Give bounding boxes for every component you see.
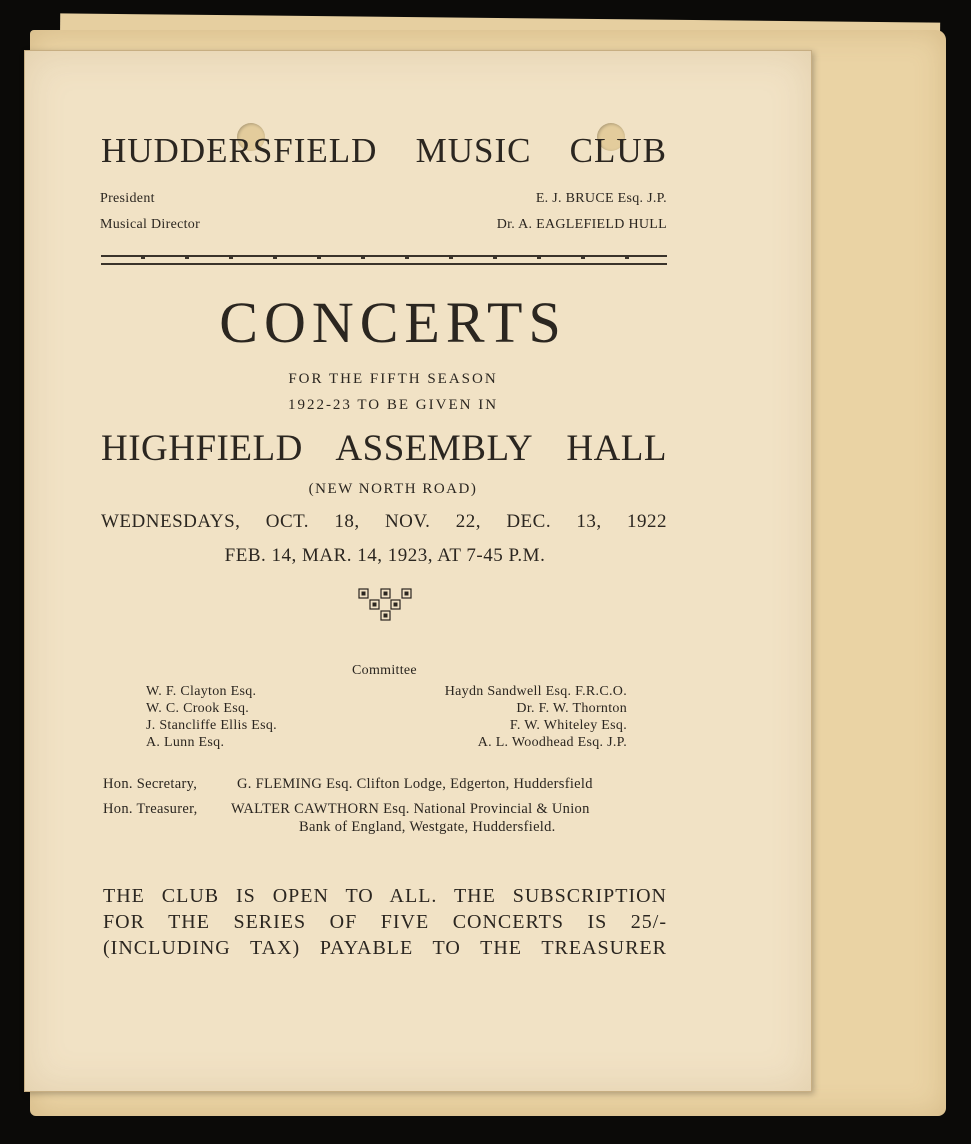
season-line-2: 1922-23 TO BE GIVEN IN bbox=[287, 397, 499, 413]
committee-member: Haydn Sandwell Esq. F.R.C.O. bbox=[444, 684, 627, 699]
president-label: President bbox=[100, 191, 155, 206]
hon-treasurer-text-2: Bank of England, Westgate, Huddersfield. bbox=[299, 819, 556, 835]
hon-secretary-text: G. FLEMING Esq. Clifton Lodge, Edgerton, Huddersfield bbox=[237, 776, 593, 792]
decorative-rule-dashes bbox=[101, 257, 667, 259]
committee-right-column bbox=[445, 683, 627, 751]
ornament-icon bbox=[357, 587, 413, 623]
president-name: E. J. BRUCE Esq. J.P. bbox=[535, 191, 667, 206]
committee-member: W. F. Clayton Esq. bbox=[146, 684, 257, 699]
musical-director-label: Musical Director bbox=[100, 217, 201, 232]
dates-line-2: FEB. 14, MAR. 14, 1923, AT 7-45 P.M. bbox=[224, 545, 546, 566]
season-line-1: FOR THE FIFTH SEASON bbox=[288, 371, 498, 387]
committee-member: W. C. Crook Esq. bbox=[146, 701, 250, 716]
concerts-title: CONCERTS bbox=[219, 290, 567, 355]
committee-member: A. L. Woodhead Esq. J.P. bbox=[477, 735, 627, 750]
committee-member: F. W. Whiteley Esq. bbox=[509, 718, 627, 733]
committee-heading: Committee bbox=[352, 663, 417, 678]
club-title: HUDDERSFIELD MUSIC CLUB bbox=[101, 131, 667, 170]
committee-member: Dr. F. W. Thornton bbox=[516, 701, 627, 716]
venue-title: HIGHFIELD ASSEMBLY HALL bbox=[101, 428, 667, 469]
venue-note: (NEW NORTH ROAD) bbox=[308, 481, 478, 497]
footer-line-3: (INCLUDING TAX) PAYABLE TO THE TREASURER bbox=[103, 937, 667, 959]
footer-line-2: FOR THE SERIES OF FIVE CONCERTS IS 25/- bbox=[103, 911, 667, 933]
program-page bbox=[24, 50, 812, 1092]
dates-line-1: WEDNESDAYS, OCT. 18, NOV. 22, DEC. 13, 1922 bbox=[101, 511, 667, 532]
footer-line-1: THE CLUB IS OPEN TO ALL. THE SUBSCRIPTION bbox=[103, 885, 667, 907]
hon-treasurer-label: Hon. Treasurer, bbox=[103, 801, 198, 817]
committee-member: A. Lunn Esq. bbox=[146, 735, 225, 750]
hon-treasurer-text: WALTER CAWTHORN Esq. National Provincial & Union bbox=[231, 801, 590, 817]
hon-secretary-label: Hon. Secretary, bbox=[103, 776, 198, 792]
musical-director-name: Dr. A. EAGLEFIELD HULL bbox=[496, 217, 667, 232]
committee-left-column bbox=[146, 683, 277, 751]
committee-member: J. Stancliffe Ellis Esq. bbox=[146, 718, 277, 733]
